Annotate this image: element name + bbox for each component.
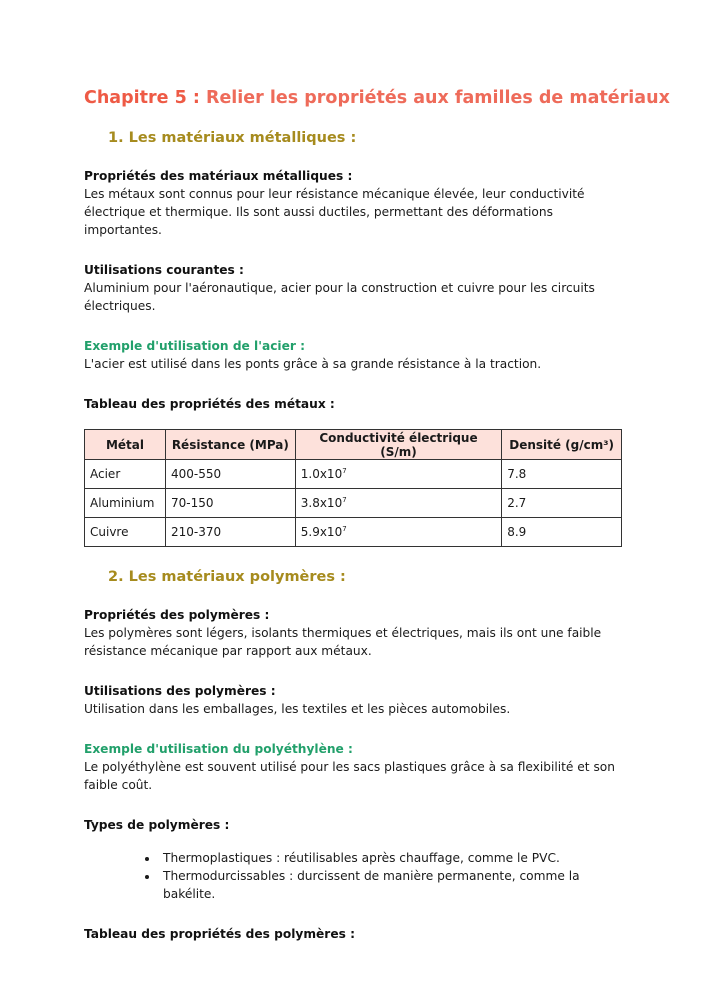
table-header-cell: Résistance (MPa) [165,430,295,460]
polymer-table-label: Tableau des propriétés des polymères : [84,927,355,941]
steel-example-text: L'acier est utilisé dans les ponts grâce à sa grande résistance à la traction. [84,357,542,371]
section-2-title: 2. Les matériaux polymères : [108,569,346,585]
polyethylene-example-block [84,740,629,794]
document-page [84,86,670,943]
metal-table-block [84,395,629,413]
table-row [85,489,622,518]
table-cell-density: 7.8 [502,460,622,489]
polymer-uses-label: Utilisations des polymères : [84,684,276,698]
metal-uses-label: Utilisations courantes : [84,263,244,277]
polymer-table-block [84,925,629,943]
metal-uses-block [84,261,629,315]
metal-uses-text: Aluminium pour l'aéronautique, acier pour la construction et cuivre pour les circuits électriques. [84,281,595,313]
polymer-properties-text: Les polymères sont légers, isolants thermiques et électriques, mais ils ont une faible résistance mécanique par rapport aux métaux. [84,626,602,658]
table-cell-resistance: 210-370 [165,518,295,547]
table-cell-resistance: 70-150 [165,489,295,518]
conductivity-base: 5.9x10 [300,525,343,539]
conductivity-exponent: 7 [342,496,347,504]
polymer-properties-label: Propriétés des polymères : [84,608,270,622]
polyethylene-example-label: Exemple d'utilisation du polyéthylène : [84,742,353,756]
table-row [85,460,622,489]
conductivity-base: 3.8x10 [300,496,343,510]
metal-properties-label: Propriétés des matériaux métalliques : [84,169,353,183]
metal-table-label: Tableau des propriétés des métaux : [84,397,335,411]
table-header-row [85,430,622,460]
polymer-properties-block [84,606,629,660]
polymer-types-list [84,849,629,903]
chapter-heading: Relier les propriétés aux familles de matériaux [199,88,670,108]
table-row [85,518,622,547]
list-item: • Thermodurcissables : durcissent de manière permanente, comme la bakélite. [159,867,629,903]
polymer-types-block [84,816,629,834]
conductivity-base: 1.0x10 [300,467,343,481]
table-header-cell: Densité (g/cm³) [502,430,622,460]
table-cell-density: 2.7 [502,489,622,518]
table-cell-metal: Cuivre [85,518,166,547]
chapter-number: Chapitre 5 : [84,88,200,108]
polyethylene-example-text: Le polyéthylène est souvent utilisé pour les sacs plastiques grâce à sa flexibilité et son faible coût. [84,760,615,792]
table-cell-metal: Acier [85,460,166,489]
steel-example-label: Exemple d'utilisation de l'acier : [84,339,305,353]
conductivity-exponent: 7 [342,467,347,475]
section-1-title: 1. Les matériaux métalliques : [108,130,357,146]
metal-properties-block [84,167,629,239]
polymer-types-label: Types de polymères : [84,818,230,832]
list-item: • Thermoplastiques : réutilisables après chauffage, comme le PVC. [159,849,629,867]
table-cell-density: 8.9 [502,518,622,547]
table-cell-resistance: 400-550 [165,460,295,489]
table-cell-conductivity [295,489,501,518]
table-header-cell: Métal [85,430,166,460]
polymer-uses-text: Utilisation dans les emballages, les textiles et les pièces automobiles. [84,702,511,716]
chapter-title [84,86,670,110]
table-header-cell: Conductivité électrique (S/m) [295,430,501,460]
table-cell-conductivity [295,460,501,489]
metal-properties-text: Les métaux sont connus pour leur résistance mécanique élevée, leur conductivité électrique et thermique. Ils sont aussi ductiles, permettant des déformations importantes. [84,187,585,237]
table-cell-metal: Aluminium [85,489,166,518]
table-cell-conductivity [295,518,501,547]
conductivity-exponent: 7 [342,525,347,533]
polymer-uses-block [84,682,629,718]
metal-properties-table [84,429,622,547]
steel-example-block [84,337,629,373]
